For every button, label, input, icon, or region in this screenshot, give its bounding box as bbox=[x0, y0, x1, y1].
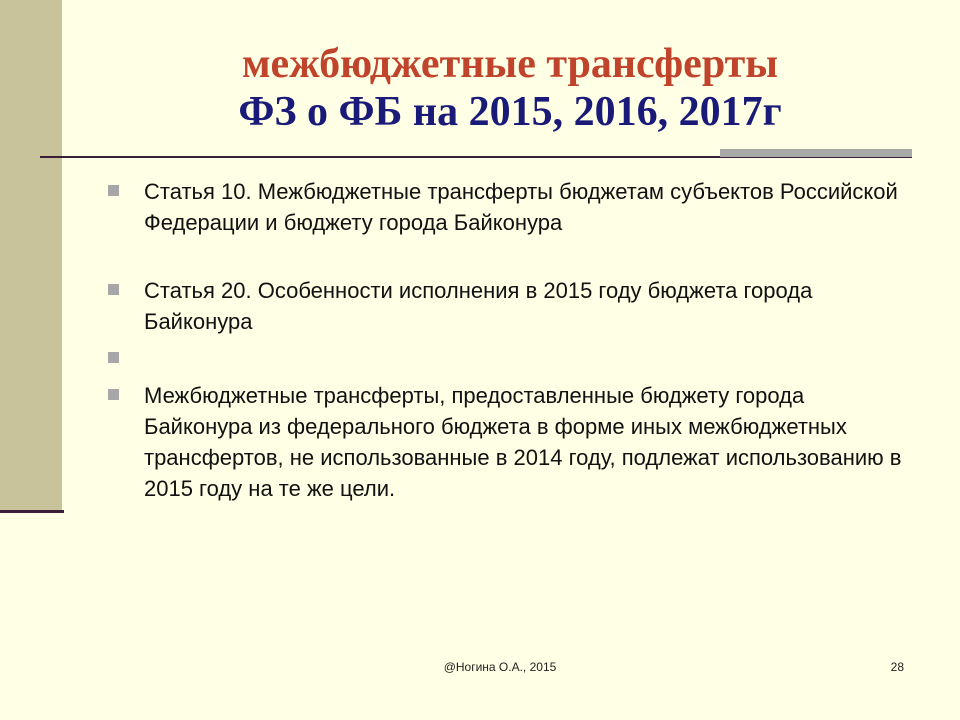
title-accent-bar bbox=[720, 149, 912, 157]
square-bullet-icon bbox=[108, 352, 119, 363]
bullet-item-empty bbox=[108, 343, 908, 374]
bullet-item-article-20 bbox=[108, 275, 908, 337]
title-line-1: межбюджетные трансферты bbox=[241, 41, 779, 87]
bullet-text: Межбюджетные трансферты, предоставленные бюджету города Байконура из федерального бюджета в форме иных межбюджетных трансфертов, не использованные в 2014 году, подлежат использованию в 2015 году на те же цели. bbox=[144, 383, 902, 501]
bullet-item-transfers bbox=[108, 380, 908, 504]
bullet-item-article-10 bbox=[108, 176, 908, 238]
square-bullet-icon bbox=[108, 185, 119, 196]
bullet-text: Статья 10. Межбюджетные трансферты бюджетам субъектов Российской Федерации и бюджету города Байконура bbox=[144, 179, 898, 235]
title-line-2: ФЗ о ФБ на 2015, 2016, 2017г bbox=[238, 89, 782, 135]
square-bullet-icon bbox=[108, 284, 119, 295]
slide-footer: @Ногина О.А., 2015 bbox=[443, 660, 557, 674]
bullet-list bbox=[108, 176, 908, 504]
page-number: 28 bbox=[890, 660, 904, 674]
decorative-sidebar bbox=[0, 0, 62, 510]
sidebar-underline bbox=[0, 510, 64, 513]
square-bullet-icon bbox=[108, 389, 119, 400]
bullet-text: Статья 20. Особенности исполнения в 2015 году бюджета города Байконура bbox=[144, 278, 813, 334]
slide-title bbox=[90, 40, 930, 136]
